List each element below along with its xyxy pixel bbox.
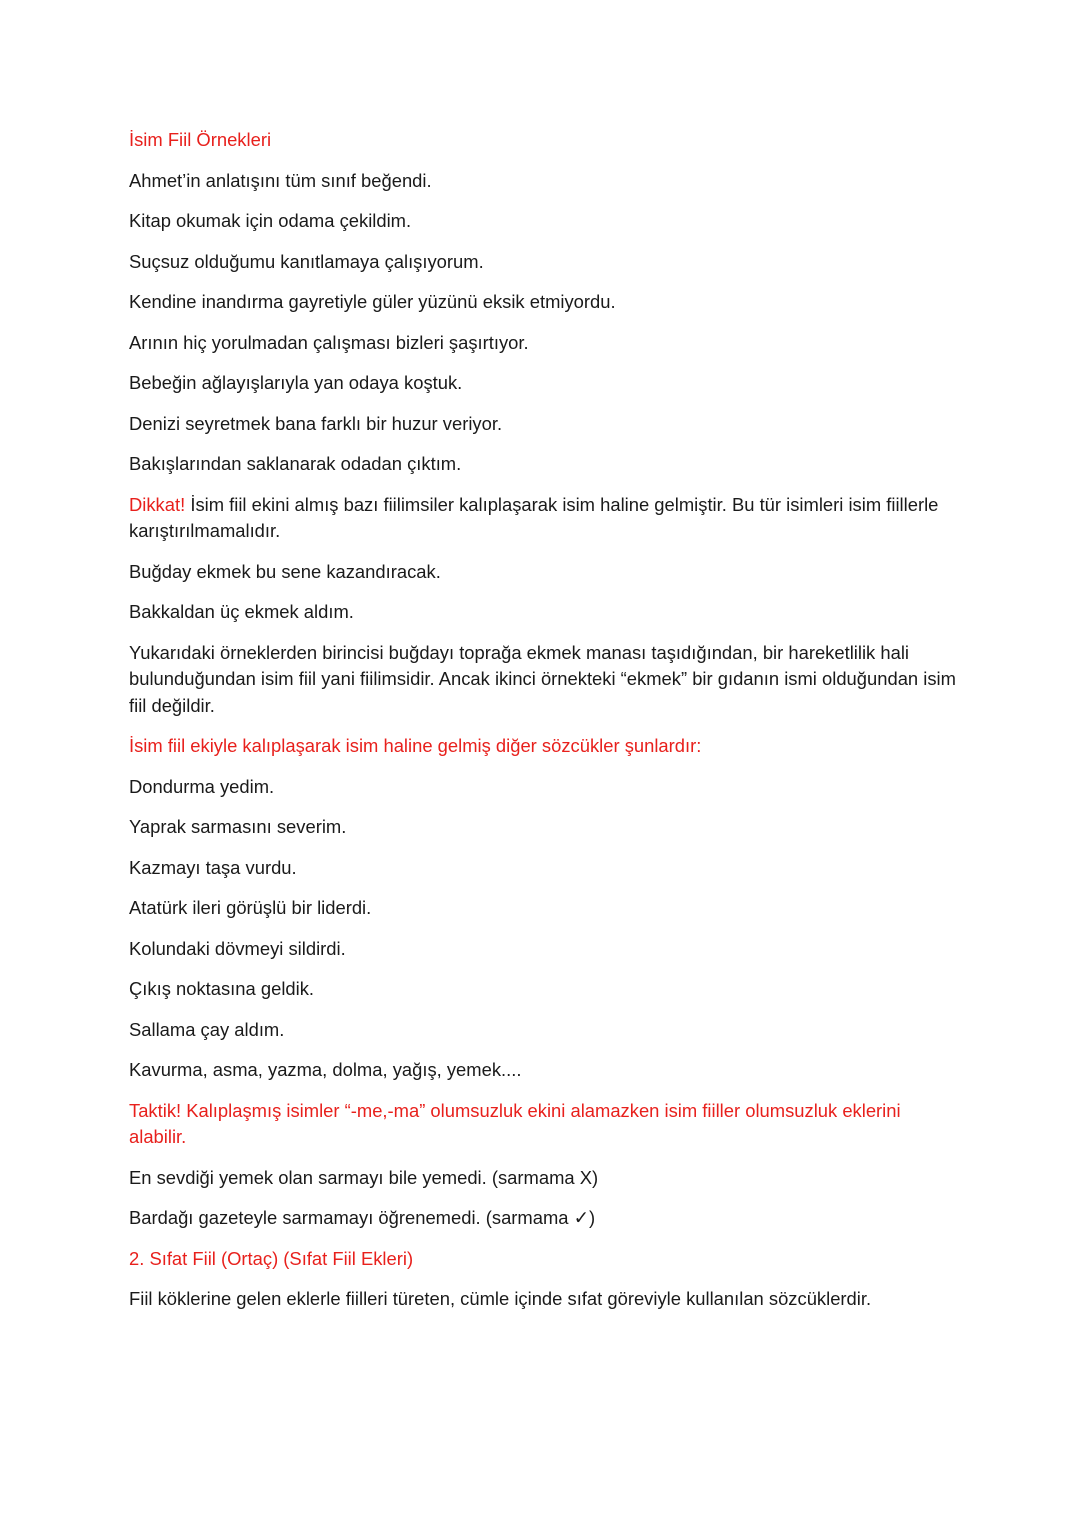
- tip-example: Bardağı gazeteyle sarmamayı öğrenemedi. (sarmama ✓): [129, 1207, 596, 1228]
- fixed-word-example: Dondurma yedim.: [129, 775, 275, 797]
- fixed-word-example: Yaprak sarmasını severim.: [129, 816, 347, 837]
- tip-example: En sevdiği yemek olan sarmayı bile yemedi. (sarmama X): [129, 1166, 599, 1188]
- example-sentence: Arının hiç yorulmadan çalışması bizleri şaşırtıyor.: [129, 331, 529, 353]
- warning-paragraph: [129, 492, 959, 545]
- example-sentence: Kitap okumak için odama çekildim.: [129, 210, 412, 231]
- explanation-paragraph: Yukarıdaki örneklerden birincisi buğdayı toprağa ekmek manası taşıdığından, bir hareketlilik hali bulunduğundan isim fiil yani fiilimsidir. Ancak ikinci örnekteki “ekmek” bir gıdanın ismi olduğundan isim fiil değildir.: [129, 641, 956, 716]
- tip-paragraph: Taktik! Kalıplaşmış isimler “-me,-ma” olumsuzluk ekini alamazken isim fiiller olumsuzluk eklerini alabilir.: [129, 1099, 901, 1147]
- bread-example: Bakkaldan üç ekmek aldım.: [129, 601, 354, 622]
- heading-isim-fiil-ornekleri: İsim Fiil Örnekleri: [129, 129, 272, 150]
- fixed-word-example: Çıkış noktasına geldik.: [129, 978, 315, 999]
- heading-section-2: 2. Sıfat Fiil (Ortaç) (Sıfat Fiil Ekleri): [129, 1247, 414, 1269]
- fixed-word-example: Kavurma, asma, yazma, dolma, yağış, yemek....: [129, 1059, 522, 1080]
- heading-fixed-words: İsim fiil ekiyle kalıplaşarak isim haline gelmiş diğer sözcükler şunlardır:: [129, 735, 702, 756]
- example-sentence: Bakışlarından saklanarak odadan çıktım.: [129, 453, 462, 474]
- example-sentence: Kendine inandırma gayretiyle güler yüzünü eksik etmiyordu.: [129, 291, 616, 312]
- example-sentence: Ahmet’in anlatışını tüm sınıf beğendi.: [129, 169, 432, 191]
- bread-example: Buğday ekmek bu sene kazandıracak.: [129, 560, 441, 582]
- fixed-word-example: Atatürk ileri görüşlü bir liderdi.: [129, 897, 372, 918]
- warning-text: İsim fiil ekini almış bazı fiilimsiler kalıplaşarak isim haline gelmiştir. Bu tür isimleri isim fiillerle karıştırılmamalıdır.: [129, 493, 939, 541]
- fixed-word-example: Kolundaki dövmeyi sildirdi.: [129, 937, 346, 959]
- example-sentence: Bebeğin ağlayışlarıyla yan odaya koştuk.: [129, 372, 463, 393]
- example-sentence: Denizi seyretmek bana farklı bir huzur veriyor.: [129, 412, 503, 434]
- warning-label: Dikkat!: [129, 493, 186, 515]
- fixed-word-example: Kazmayı taşa vurdu.: [129, 856, 297, 878]
- example-sentence: Suçsuz olduğumu kanıtlamaya çalışıyorum.: [129, 250, 484, 272]
- section-2-definition: Fiil köklerine gelen eklerle fiilleri türeten, cümle içinde sıfat göreviyle kullanılan sözcüklerdir.: [129, 1288, 872, 1309]
- fixed-word-example: Sallama çay aldım.: [129, 1018, 285, 1040]
- document-content: [129, 127, 959, 1327]
